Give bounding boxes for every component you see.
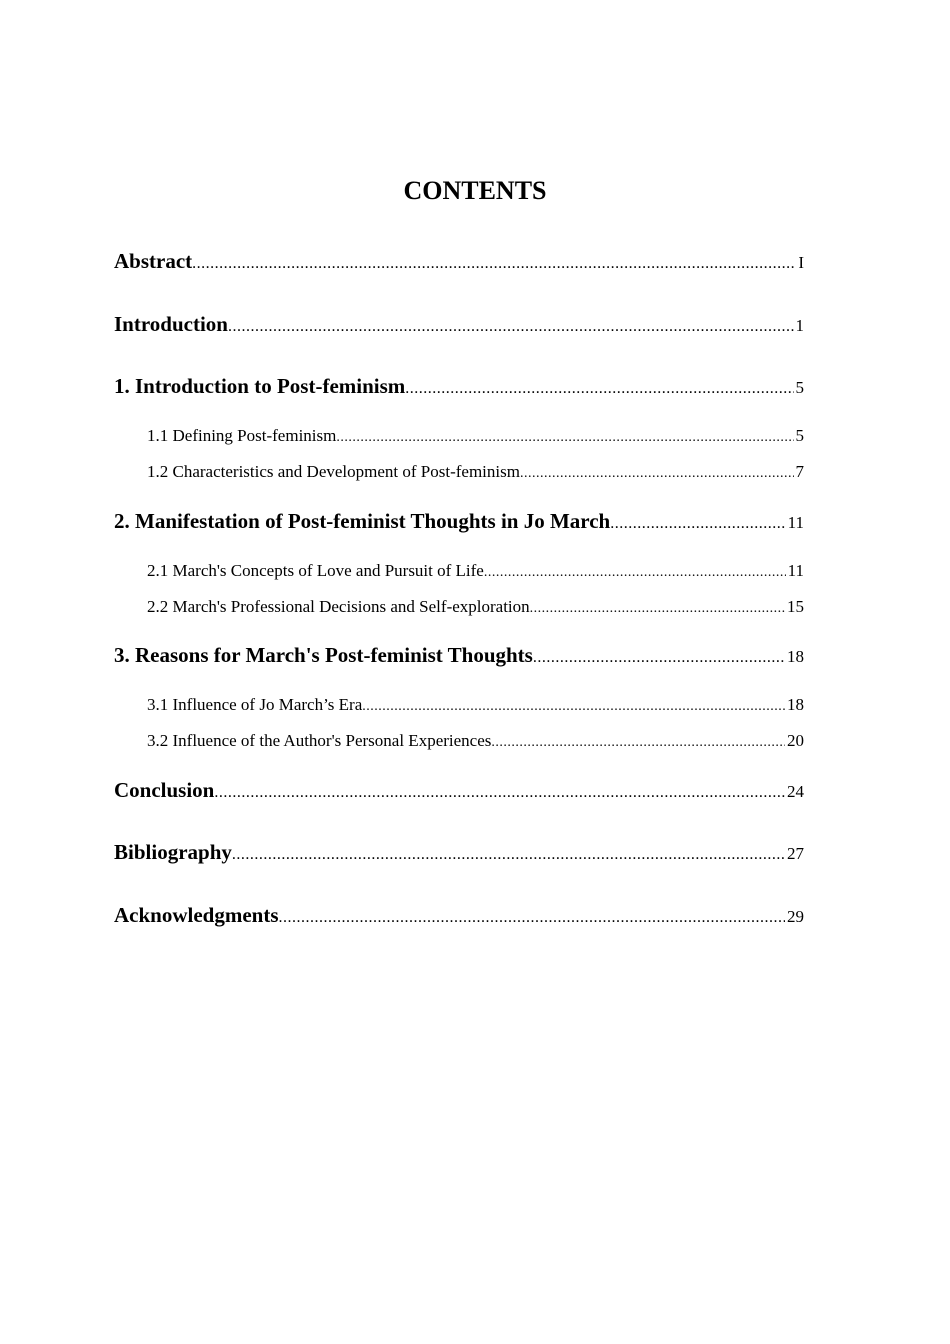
dot-leader	[279, 903, 785, 930]
toc-entry-label: Introduction	[114, 312, 228, 336]
toc-page-number: I	[798, 253, 804, 272]
dot-leader	[214, 778, 785, 805]
toc-entry-label: 2. Manifestation of Post-feminist Thoughts in Jo March	[114, 509, 611, 533]
toc-entry-abstract[interactable]	[114, 246, 804, 276]
toc-entry-label: 1.1 Defining Post-feminism	[147, 426, 337, 445]
dot-leader	[520, 461, 794, 485]
dot-leader	[405, 374, 793, 401]
toc-page-number: 18	[787, 695, 804, 714]
toc-page-number: 5	[795, 378, 804, 397]
dot-leader	[362, 694, 785, 718]
dot-leader	[336, 425, 793, 449]
toc-entry-conclusion[interactable]	[114, 775, 804, 805]
toc-page-number: 5	[795, 426, 804, 445]
toc-entry-chapter-2[interactable]	[114, 506, 804, 536]
toc-entry-section-3-2[interactable]	[147, 728, 804, 754]
toc-entry-chapter-1[interactable]	[114, 371, 804, 401]
toc-entry-section-1-2[interactable]	[147, 459, 804, 485]
toc-entry-acknowledgments[interactable]	[114, 900, 804, 930]
toc-entry-label: 1. Introduction to Post-feminism	[114, 374, 406, 398]
dot-leader	[232, 840, 785, 867]
dot-leader	[491, 730, 785, 754]
toc-page-number: 11	[787, 561, 804, 580]
toc-page-number: 20	[787, 731, 804, 750]
toc-entry-chapter-3[interactable]	[114, 640, 804, 670]
dot-leader	[533, 643, 785, 670]
dot-leader	[192, 249, 796, 276]
toc-entry-label: 2.1 March's Concepts of Love and Pursuit of Life	[147, 561, 484, 580]
toc-page-number: 7	[795, 462, 804, 481]
dot-leader	[484, 560, 786, 584]
toc-entry-bibliography[interactable]	[114, 837, 804, 867]
toc-page-number: 11	[787, 513, 804, 532]
toc-entry-label: Acknowledgments	[114, 903, 279, 927]
toc-entry-section-2-2[interactable]	[147, 594, 804, 620]
toc-entry-label: 3.1 Influence of Jo March’s Era	[147, 695, 363, 714]
toc-page-number: 15	[787, 597, 804, 616]
toc-page-number: 1	[795, 316, 804, 335]
toc-entry-label: 1.2 Characteristics and Development of Post-feminism	[147, 462, 520, 481]
toc-entry-label: Bibliography	[114, 840, 232, 864]
toc-page-number: 29	[787, 907, 804, 926]
toc-entry-label: Conclusion	[114, 778, 215, 802]
dot-leader	[228, 312, 794, 339]
toc-entry-section-1-1[interactable]	[147, 423, 804, 449]
toc-page-number: 27	[787, 844, 804, 863]
toc-page-number: 24	[787, 782, 804, 801]
toc-entry-label: 3. Reasons for March's Post-feminist Thoughts	[114, 643, 533, 667]
toc-page-number: 18	[787, 647, 804, 666]
toc-entry-section-3-1[interactable]	[147, 692, 804, 718]
toc-entry-label: 2.2 March's Professional Decisions and Self-exploration	[147, 597, 530, 616]
toc-entry-label: Abstract	[114, 249, 193, 273]
dot-leader	[530, 596, 785, 620]
toc-entry-section-2-1[interactable]	[147, 558, 804, 584]
dot-leader	[610, 509, 785, 536]
toc-entry-introduction[interactable]	[114, 309, 804, 339]
toc-entry-label: 3.2 Influence of the Author's Personal Experiences	[147, 731, 492, 750]
page-title: CONTENTS	[403, 176, 547, 205]
